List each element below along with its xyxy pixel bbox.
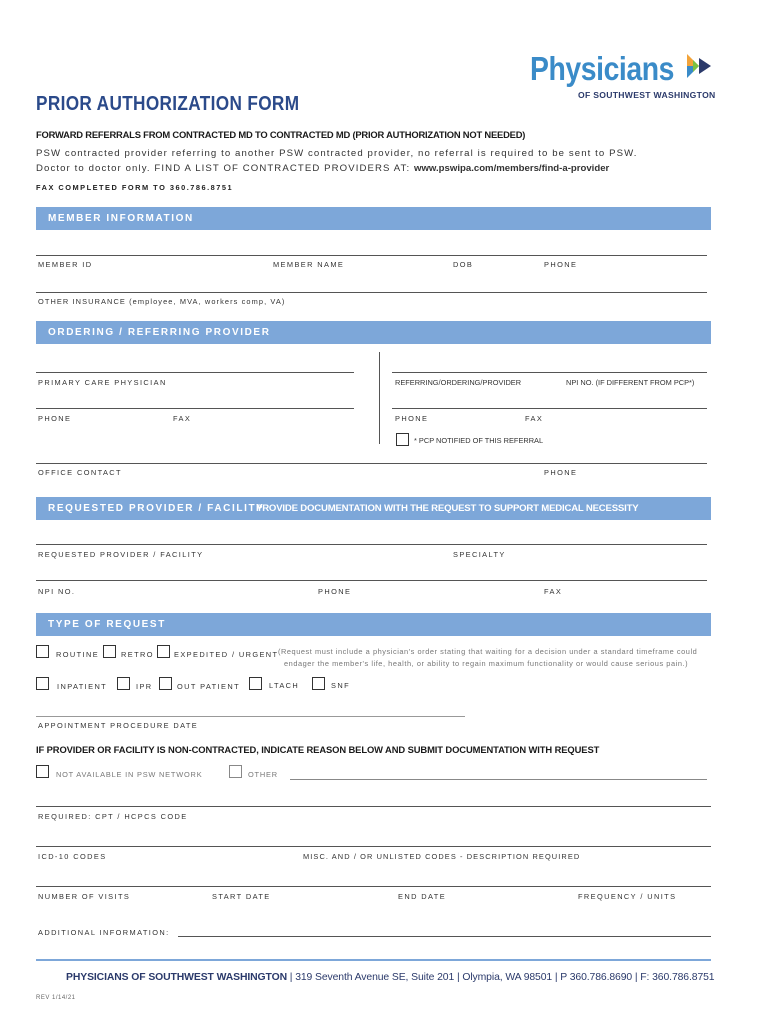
other-reason-label: OTHER <box>248 770 278 779</box>
member-name-label: MEMBER NAME <box>273 260 345 269</box>
cpt-line <box>36 806 711 807</box>
inpatient-checkbox[interactable] <box>36 677 49 690</box>
logo-subtitle: OF SOUTHWEST WASHINGTON <box>578 90 716 100</box>
member-section-header: MEMBER INFORMATION <box>36 207 711 230</box>
additional-info-label: ADDITIONAL INFORMATION: <box>38 928 170 937</box>
member-line-2 <box>36 292 707 293</box>
requested-line-1 <box>36 544 707 545</box>
pcp-fax-label: FAX <box>173 414 192 423</box>
inpatient-label: INPATIENT <box>57 682 108 691</box>
expedited-note-line-1: (Request must include a physician's order stating that waiting for a decision under a standard timeframe could <box>278 647 698 656</box>
referring-provider-label: REFERRING/ORDERING/PROVIDER <box>395 378 522 387</box>
additional-info-line <box>178 936 711 937</box>
other-insurance-label: OTHER INSURANCE (employee, MVA, workers comp, VA) <box>38 297 286 306</box>
ltach-label: LTACH <box>269 681 300 690</box>
office-contact-line <box>36 463 707 464</box>
revision-date: REV 1/14/21 <box>36 995 76 1001</box>
other-reason-checkbox[interactable] <box>229 765 242 778</box>
cpt-label: REQUIRED: CPT / HCPCS CODE <box>38 812 188 821</box>
footer-contact <box>66 972 714 983</box>
office-contact-label: OFFICE CONTACT <box>38 468 122 477</box>
icd-label: ICD-10 CODES <box>38 852 107 861</box>
appointment-date-label: APPOINTMENT PROCEDURE DATE <box>38 721 199 730</box>
requested-section-header <box>36 497 711 520</box>
routine-label: ROUTINE <box>56 650 100 659</box>
misc-codes-label: MISC. AND / OR UNLISTED CODES - DESCRIPTION REQUIRED <box>303 852 581 861</box>
page-title: PRIOR AUTHORIZATION FORM <box>36 93 300 115</box>
retro-checkbox[interactable] <box>103 645 116 658</box>
intro-text <box>36 146 638 176</box>
pcp-phone-line <box>36 408 354 409</box>
retro-label: RETRO <box>121 650 154 659</box>
intro-line-2 <box>36 161 638 176</box>
start-date-label: START DATE <box>212 892 271 901</box>
appointment-line <box>36 716 465 717</box>
requested-section-title: REQUESTED PROVIDER / FACILITY <box>48 503 265 514</box>
footer-fax: F: 360.786.8751 <box>640 972 715 983</box>
request-type-section-header: TYPE OF REQUEST <box>36 613 711 636</box>
routine-checkbox[interactable] <box>36 645 49 658</box>
requested-fax-label: FAX <box>544 587 563 596</box>
expedited-note-line-2: endager the member's life, health, or ability to regain maximum functionality or would cause serious pain.) <box>284 659 689 668</box>
pcp-notified-label: * PCP NOTIFIED OF THIS REFERRAL <box>414 436 544 445</box>
member-line-1 <box>36 255 707 256</box>
non-contracted-heading: IF PROVIDER OR FACILITY IS NON-CONTRACTED, INDICATE REASON BELOW AND SUBMIT DOCUMENTATION WITH REQUEST <box>36 744 600 755</box>
visits-label: NUMBER OF VISITS <box>38 892 131 901</box>
outpatient-checkbox[interactable] <box>159 677 172 690</box>
logo-arrow-icon <box>685 52 713 80</box>
footer-address: 319 Seventh Avenue SE, Suite 201 <box>295 972 455 983</box>
ltach-checkbox[interactable] <box>249 677 262 690</box>
not-available-label: NOT AVAILABLE IN PSW NETWORK <box>56 770 203 779</box>
intro-line-1: PSW contracted provider referring to another PSW contracted provider, no referral is required to be sent to PSW. <box>36 148 638 159</box>
footer-city: Olympia, WA 98501 <box>462 972 553 983</box>
pcp-phone-label: PHONE <box>38 414 72 423</box>
not-available-checkbox[interactable] <box>36 765 49 778</box>
snf-checkbox[interactable] <box>312 677 325 690</box>
pcp-line <box>36 372 354 373</box>
referring-line <box>392 372 707 373</box>
member-phone-label: PHONE <box>544 260 578 269</box>
referring-phone-line <box>392 408 707 409</box>
outpatient-label: OUT PATIENT <box>177 682 241 691</box>
end-date-label: END DATE <box>398 892 447 901</box>
icd-line <box>36 846 711 847</box>
npi-if-different-label: NPI NO. (IF DIFFERENT FROM PCP*) <box>566 378 695 387</box>
requested-phone-label: PHONE <box>318 587 352 596</box>
frequency-label: FREQUENCY / UNITS <box>578 892 677 901</box>
footer-separator: | <box>634 972 638 983</box>
pcp-notified-checkbox[interactable] <box>396 433 409 446</box>
ordering-section-header: ORDERING / REFERRING PROVIDER <box>36 321 711 344</box>
ipr-checkbox[interactable] <box>117 677 130 690</box>
requested-npi-label: NPI NO. <box>38 587 76 596</box>
logo-wordmark: Physicians <box>530 50 674 87</box>
expedited-label: EXPEDITED / URGENT <box>174 650 279 659</box>
referring-phone-label: PHONE <box>395 414 429 423</box>
footer-phone: P 360.786.8690 <box>560 972 633 983</box>
pcp-label: PRIMARY CARE PHYSICIAN <box>38 378 167 387</box>
requested-line-2 <box>36 580 707 581</box>
ipr-label: IPR <box>136 682 153 691</box>
forward-referrals-heading: FORWARD REFERRALS FROM CONTRACTED MD TO CONTRACTED MD (PRIOR AUTHORIZATION NOT NEEDED) <box>36 129 526 140</box>
medical-necessity-note: PROVIDE DOCUMENTATION WITH THE REQUEST TO SUPPORT MEDICAL NECESSITY <box>256 503 639 514</box>
footer-separator: | <box>289 972 293 983</box>
footer-separator: | <box>456 972 460 983</box>
expedited-note <box>278 646 710 670</box>
office-phone-label: PHONE <box>544 468 578 477</box>
specialty-label: SPECIALTY <box>453 550 506 559</box>
referring-fax-label: FAX <box>525 414 544 423</box>
dob-label: DOB <box>453 260 474 269</box>
visits-line <box>36 886 711 887</box>
ordering-divider <box>379 352 380 444</box>
other-reason-line <box>290 779 707 780</box>
member-id-label: MEMBER ID <box>38 260 93 269</box>
snf-label: SNF <box>331 681 350 690</box>
footer-rule <box>36 959 711 961</box>
footer-org: PHYSICIANS OF SOUTHWEST WASHINGTON <box>66 972 287 983</box>
expedited-checkbox[interactable] <box>157 645 170 658</box>
intro-line-2-text: Doctor to doctor only. FIND A LIST OF CONTRACTED PROVIDERS AT: <box>36 163 411 174</box>
footer-separator: | <box>554 972 558 983</box>
fax-instruction: FAX COMPLETED FORM TO 360.786.8751 <box>36 183 234 192</box>
provider-list-url[interactable]: www.pswipa.com/members/find-a-provider <box>413 163 610 174</box>
requested-provider-label: REQUESTED PROVIDER / FACILITY <box>38 550 204 559</box>
